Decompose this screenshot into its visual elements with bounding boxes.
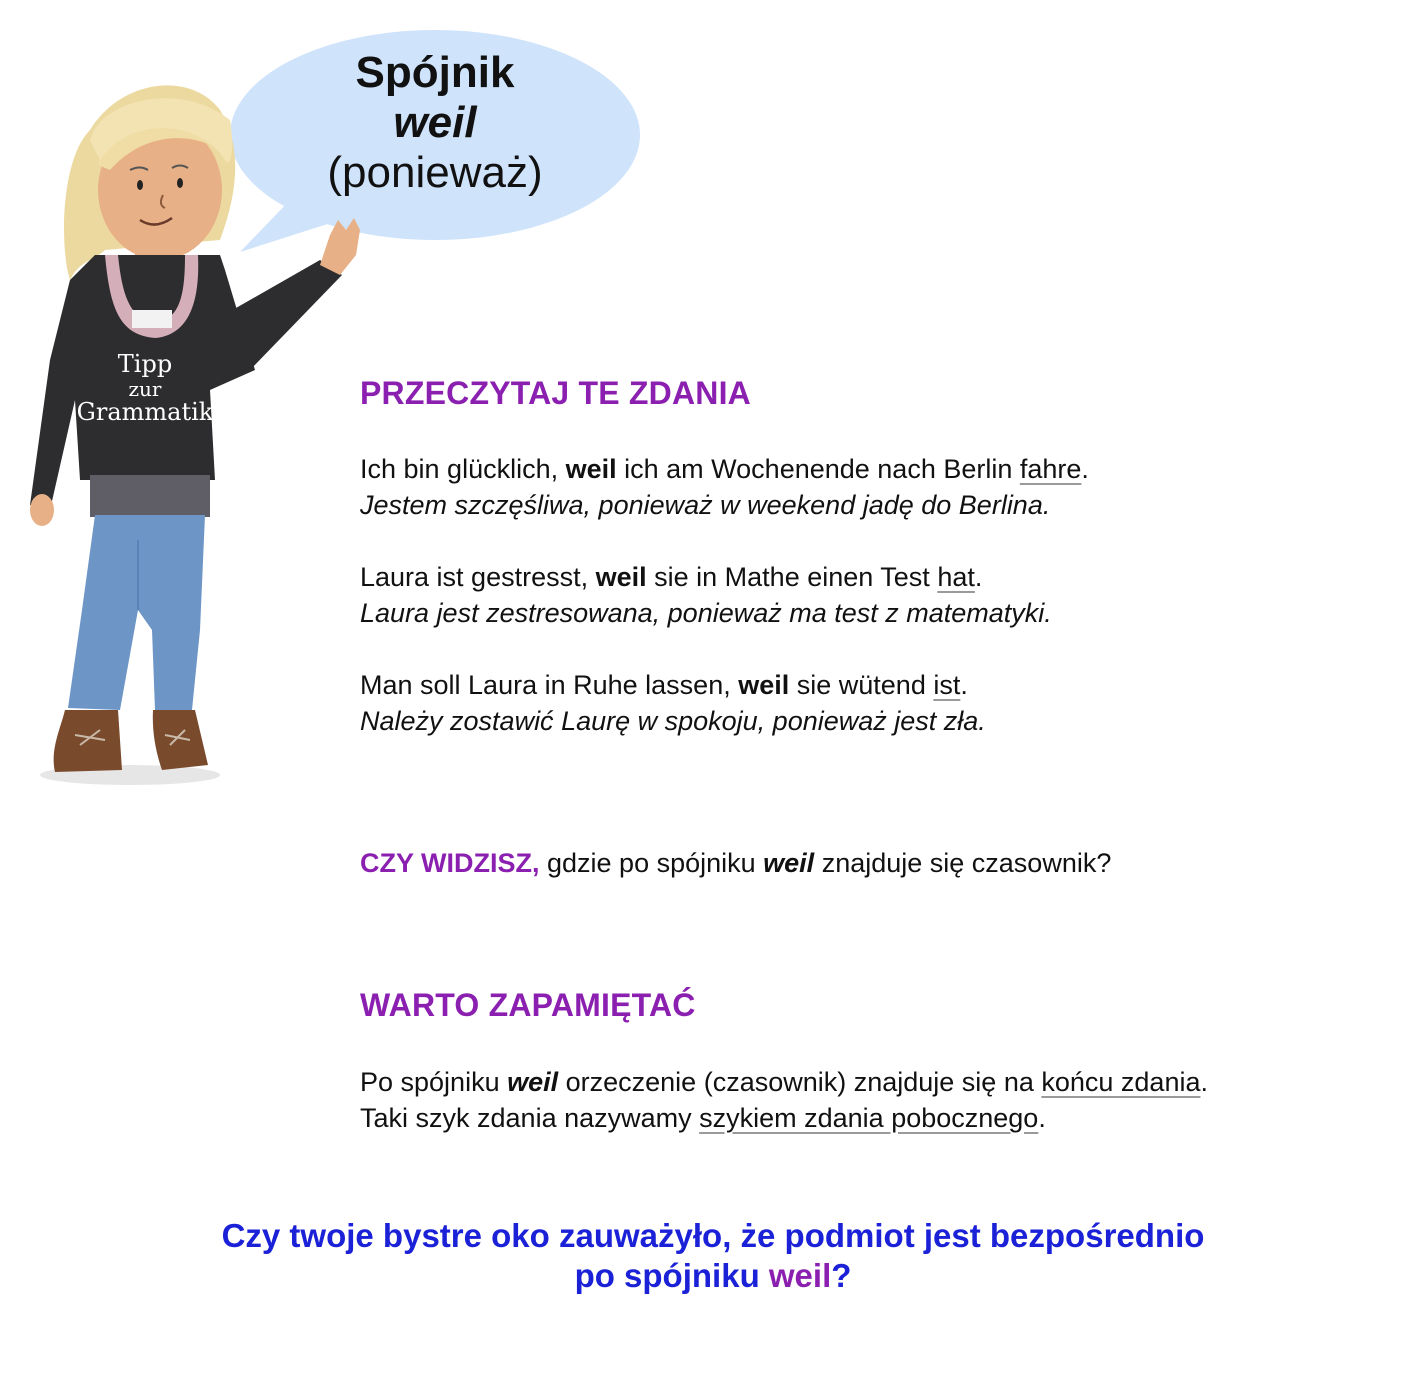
conjunction-word: weil — [738, 670, 790, 700]
question-text: znajduje się czasownik? — [814, 848, 1112, 878]
sentence-text: ich am Wochenende nach Berlin — [616, 454, 1020, 484]
verb-underlined: ist — [933, 670, 961, 700]
verb-underlined: hat — [937, 562, 975, 592]
rule-text: Po spójniku — [360, 1067, 508, 1097]
german-sentence — [360, 667, 986, 703]
polish-translation: Jestem szczęśliwa, ponieważ w weekend jadę do Berlina. — [360, 490, 1051, 520]
question-text: gdzie po spójniku — [539, 848, 764, 878]
example-sentence-3 — [360, 667, 986, 739]
question-lead: CZY WIDZISZ, — [360, 848, 540, 878]
rule-underlined: szykiem zdania pobocznego — [699, 1103, 1039, 1133]
final-text: ? — [831, 1257, 852, 1294]
bubble-title: Spójnik — [355, 48, 515, 97]
bubble-translation: (ponieważ) — [327, 148, 543, 197]
shirt-text-line3: Grammatik — [76, 398, 214, 426]
verb-underlined: fahre — [1019, 454, 1082, 484]
question-line — [360, 848, 1111, 879]
bubble-conjunction: weil — [393, 98, 477, 147]
shirt-text-line1: Tipp — [117, 350, 173, 378]
grammar-rule — [360, 1064, 1208, 1136]
sentence-text: Laura ist gestresst, — [360, 562, 596, 592]
conjunction-word: weil — [565, 454, 617, 484]
conjunction-word: weil — [768, 1257, 832, 1294]
final-line-2 — [0, 1256, 1426, 1296]
section-heading-read: PRZECZYTAJ TE ZDANIA — [360, 375, 751, 411]
sentence-text: Ich bin glücklich, — [360, 454, 566, 484]
example-sentence-1 — [360, 451, 1089, 523]
polish-translation: Należy zostawić Laurę w spokoju, ponieważ jest zła. — [360, 706, 986, 736]
sentence-end: . — [974, 562, 983, 592]
teacher-illustration — [20, 70, 380, 800]
rule-underlined: końcu zdania — [1041, 1067, 1201, 1097]
conjunction-word: weil — [763, 848, 815, 878]
sentence-text: sie wütend — [789, 670, 934, 700]
rule-text: orzeczenie (czasownik) znajduje się na — [558, 1067, 1042, 1097]
rule-text: Taki szyk zdania nazywamy — [360, 1103, 700, 1133]
sentence-end: . — [1081, 454, 1089, 484]
sentence-text: Man soll Laura in Ruhe lassen, — [360, 670, 739, 700]
section-heading-remember: WARTO ZAPAMIĘTAĆ — [360, 987, 696, 1023]
german-sentence — [360, 559, 1052, 595]
rule-line-2 — [360, 1100, 1208, 1136]
sentence-end: . — [960, 670, 968, 700]
rule-text: . — [1038, 1103, 1046, 1133]
final-line-1: Czy twoje bystre oko zauważyło, że podmiot jest bezpośrednio — [221, 1217, 1205, 1254]
final-question — [0, 1216, 1426, 1296]
polish-translation: Laura jest zestresowana, ponieważ ma test z matematyki. — [360, 598, 1052, 628]
conjunction-word: weil — [595, 562, 647, 592]
rule-line-1 — [360, 1064, 1208, 1100]
rule-text: . — [1200, 1067, 1208, 1097]
example-sentence-2 — [360, 559, 1052, 631]
conjunction-word: weil — [507, 1067, 559, 1097]
german-sentence — [360, 451, 1089, 487]
final-text: po spójniku — [574, 1257, 769, 1294]
shirt-text-line2: zur — [128, 377, 162, 401]
sentence-text: sie in Mathe einen Test — [646, 562, 938, 592]
